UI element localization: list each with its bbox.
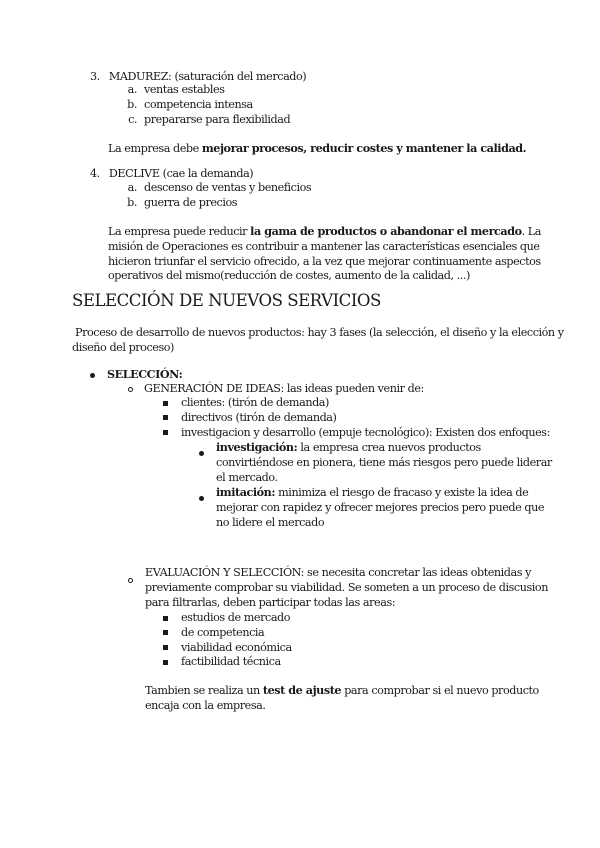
enfoque-investigacion: investigación: la empresa crea nuevos productos convirtiéndose en pionera, tiene más riesgos pero puede liderar el mercado. (216, 440, 552, 484)
list-item: b. competencia intensa (127, 97, 253, 111)
list-item: de competencia (163, 626, 292, 641)
list-item: b. guerra de precios (127, 195, 238, 209)
bullet-dot (199, 496, 204, 501)
square-bullet (163, 630, 168, 635)
stage-note: (saturación del mercado) (174, 70, 307, 83)
bullet-seleccion (90, 367, 182, 381)
stage-title: DECLIVE (108, 167, 160, 180)
sub-list-madurez (120, 83, 290, 127)
square-bullet (163, 616, 168, 621)
circle-bullet (128, 387, 133, 392)
list-number: 4. (90, 167, 100, 180)
generacion-sources (163, 396, 550, 440)
square-bullet (163, 660, 168, 665)
list-item: factibilidad técnica (163, 655, 292, 670)
test-de-ajuste: Tambien se realiza un test de ajuste para comprobar si el nuevo producto encaja con la empresa. (145, 683, 539, 712)
square-bullet (163, 645, 168, 650)
evaluacion-areas (163, 611, 292, 670)
bullet-dot (199, 451, 204, 456)
madurez-conclusion: La empresa debe mejorar procesos, reducir costes y mantener la calidad. (108, 141, 527, 155)
list-item: directivos (tirón de demanda) (163, 411, 550, 426)
evaluacion-text: EVALUACIÓN Y SELECCIÓN: se necesita concretar las ideas obtenidas y previamente comprobar su viabilidad. Se someten a un proceso de discusion para filtrarlas, deben participar todas las areas: (145, 566, 548, 609)
list-item: c. prepararse para flexibilidad (128, 112, 291, 126)
list-item: a. ventas estables (127, 83, 225, 96)
generacion-title: GENERACIÓN DE IDEAS: las ideas pueden venir de: (128, 382, 424, 395)
list-item: clientes: (tirón de demanda) (163, 396, 550, 411)
bullet-dot (90, 373, 95, 378)
list-item: viabilidad económica (163, 641, 292, 656)
list-item: estudios de mercado (163, 611, 292, 626)
square-bullet (163, 415, 168, 420)
stage-title: MADUREZ: (108, 70, 172, 83)
declive-conclusion: La empresa puede reducir la gama de productos o abandonar el mercado. La misión de Operaciones es contribuir a mantener las características esenciales que hicieron triunfar el servicio ofrecido, a la vez que mejorar continuamente aspectos operativos del mismo(reducción de costes, aumento de la calidad, ...) (108, 224, 542, 283)
enfoque-bullet (199, 491, 204, 504)
stage-note: (cae la demanda) (162, 167, 254, 180)
list-item: investigacion y desarrollo (empuje tecnológico): Existen dos enfoques: (163, 426, 550, 441)
circle-bullet (128, 578, 133, 583)
list-item-declive (90, 167, 253, 180)
list-number: 3. (90, 70, 100, 83)
section-heading: SELECCIÓN DE NUEVOS SERVICIOS (72, 291, 381, 310)
evaluacion-bullet (128, 573, 133, 586)
seleccion-label: SELECCIÓN: (107, 367, 183, 381)
square-bullet (163, 430, 168, 435)
enfoque-imitacion: imitación: minimiza el riesgo de fracaso y existe la idea de mejorar con rapidez y ofrecer mejores precios pero puede que no lidere el mercado (216, 485, 545, 529)
list-item: a. descenso de ventas y beneficios (127, 181, 312, 194)
enfoque-bullet (199, 446, 204, 459)
section-intro: Proceso de desarrollo de nuevos productos: hay 3 fases (la selección, el diseño y la elección y diseño del proceso) (72, 326, 564, 354)
sub-list-declive (120, 181, 311, 211)
list-item-madurez (90, 70, 306, 83)
square-bullet (163, 401, 168, 406)
